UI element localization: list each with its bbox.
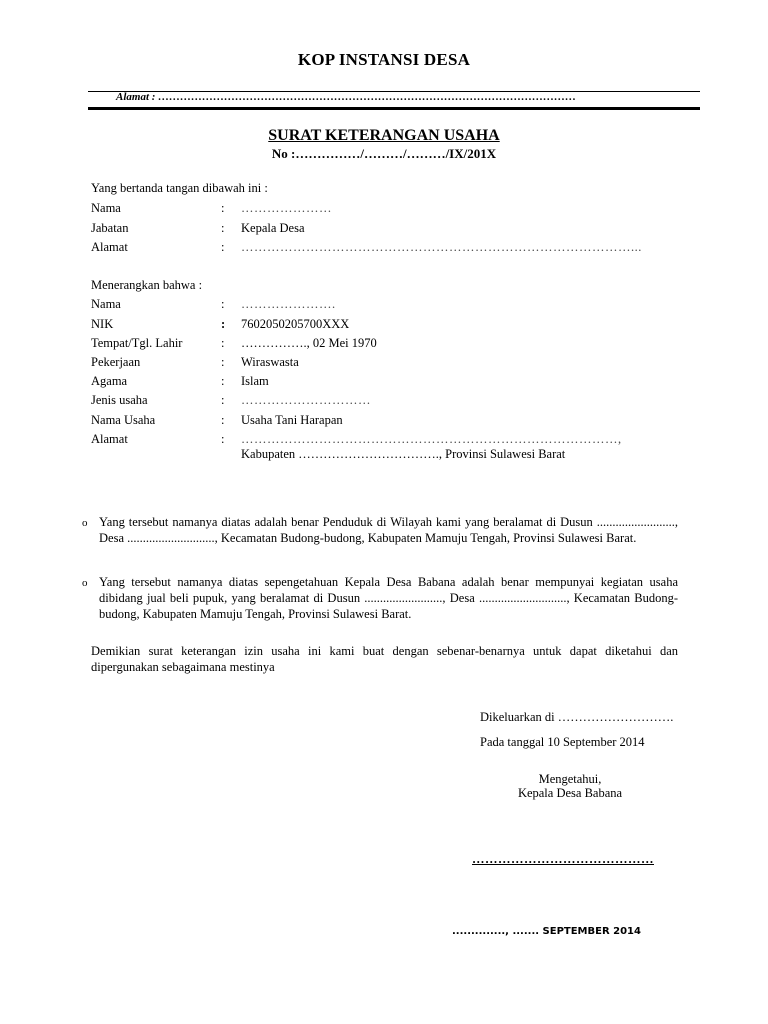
- field-label: Alamat: [91, 432, 128, 446]
- subject-field-nama: [0, 297, 768, 313]
- field-label: Nama: [91, 297, 121, 311]
- closing-paragraph: Demikian surat keterangan izin usaha ini kami buat dengan sebenar-benarnya untuk dapat diketahui dan dipergunakan sebagaimana mestinya: [91, 644, 678, 674]
- subject-field-agama: [0, 374, 768, 390]
- letterhead-title: KOP INSTANSI DESA: [297, 50, 471, 69]
- signer-field-nama: [0, 201, 768, 217]
- issued-date: Pada tanggal 10 September 2014: [480, 735, 645, 749]
- document-number: No :……………/………/………/IX/201X: [271, 146, 497, 161]
- field-value: Wiraswasta: [241, 355, 299, 369]
- signer-field-alamat: [0, 240, 768, 256]
- acknowledged-label: Mengetahui,: [538, 772, 602, 786]
- bullet-paragraph-2: Yang tersebut namanya diatas sepengetahuan Kepala Desa Babana adalah benar mempunyai kegiatan usaha dibidang jual beli pupuk, yang beralamat di Dusun ........................., Desa ............................, Kecamatan Budong-budong, Kabupaten Mamuju Tengah, Provinsi Sulawesi Barat.: [99, 575, 678, 621]
- field-value: 7602050205700XXX: [241, 317, 350, 331]
- field-colon: :: [221, 413, 225, 427]
- intro-text: Yang bertanda tangan dibawah ini :: [91, 181, 268, 195]
- field-label: NIK: [91, 317, 114, 331]
- letterhead-rule-thick: [88, 107, 700, 110]
- field-label: Nama Usaha: [91, 413, 156, 427]
- subject-field-jenis-usaha: [0, 393, 768, 409]
- field-label: Alamat: [91, 240, 128, 254]
- field-colon: :: [221, 221, 225, 235]
- field-colon: :: [221, 393, 225, 407]
- subject-field-nik: [0, 317, 768, 333]
- field-value: ……………., 02 Mei 1970: [241, 336, 377, 350]
- subject-field-alamat: [0, 432, 768, 448]
- document-title: SURAT KETERANGAN USAHA: [268, 127, 500, 144]
- subject-field-nama-usaha: [0, 413, 768, 429]
- bullet-marker: o: [82, 517, 88, 529]
- footer-date: .............., ....... SEPTEMBER 2014: [452, 926, 641, 937]
- field-value: Kepala Desa: [241, 221, 305, 235]
- field-colon: :: [221, 355, 225, 369]
- field-value: Usaha Tani Harapan: [241, 413, 343, 427]
- field-value: …………………: [241, 201, 332, 215]
- field-colon: :: [221, 297, 225, 311]
- field-label: Pekerjaan: [91, 355, 141, 369]
- signer-field-jabatan: [0, 221, 768, 237]
- field-label: Agama: [91, 374, 128, 388]
- field-label: Tempat/Tgl. Lahir: [91, 336, 183, 350]
- signature-line: ……………………………………: [472, 852, 654, 866]
- field-colon: :: [221, 317, 226, 331]
- field-value: ……………………………………………………………………………,: [241, 432, 622, 446]
- field-value: Islam: [241, 374, 269, 388]
- field-colon: :: [221, 201, 225, 215]
- field-value: ………………….: [241, 297, 336, 311]
- letterhead-address: Alamat : ……………………………………………………………………………………………………: [116, 91, 577, 103]
- field-label: Nama: [91, 201, 121, 215]
- statement-text: Menerangkan bahwa :: [91, 278, 203, 292]
- field-label: Jabatan: [91, 221, 129, 235]
- signer-position: Kepala Desa Babana: [517, 786, 623, 800]
- field-colon: :: [221, 374, 225, 388]
- subject-address-line2: Kabupaten ……………………………., Provinsi Sulawesi Barat: [241, 447, 566, 461]
- field-colon: :: [221, 336, 225, 350]
- field-value: …………………………: [241, 393, 371, 407]
- field-value: ………………………………………………………………………………...: [241, 240, 642, 254]
- field-label: Jenis usaha: [91, 393, 148, 407]
- field-colon: :: [221, 240, 225, 254]
- subject-field-ttl: [0, 336, 768, 352]
- field-colon: :: [221, 432, 225, 446]
- bullet-marker: o: [82, 577, 88, 589]
- subject-field-pekerjaan: [0, 355, 768, 371]
- bullet-paragraph-1: Yang tersebut namanya diatas adalah benar Penduduk di Wilayah kami yang beralamat di Dusun ........................., Desa ............................, Kecamatan Budong-budong, Kabupaten Mamuju Tengah, Provinsi Sulawesi Barat.: [99, 515, 678, 545]
- issued-at: Dikeluarkan di ……………………….: [480, 710, 674, 724]
